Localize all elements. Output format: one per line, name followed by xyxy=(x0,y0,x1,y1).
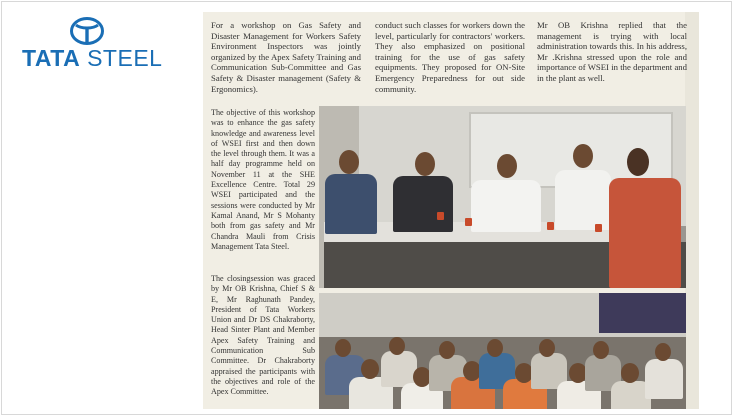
tea-cup xyxy=(465,218,472,226)
audience-photo xyxy=(319,293,686,409)
article-col1-intro: For a workshop on Gas Safety and Disaster Management for Workers Safety Environment Inspectors was jointly organized by the Apex Safety Training and Communication Sub-Committee and Gas Safety & Disaster management (Safety & Ergonomics). xyxy=(211,20,361,94)
article-col3-intro: Mr OB Krishna replied that the management is trying with local administration towards this. In his address, Mr .Krishna stressed upon the role and importance of WSEI in the department and in the plant as well. xyxy=(537,20,687,83)
tea-cup xyxy=(595,224,602,232)
clipping-edge xyxy=(685,12,699,409)
tata-steel-logo xyxy=(22,17,163,71)
article-col2-intro: conduct such classes for workers down the level, particularly for contractors' workers. They also emphasized on positional training for the use of gas safety equipments. They proposed for ON-Site Emergency Preparedness for out side community. xyxy=(375,20,525,94)
article-objective: The objective of this workshop was to enhance the gas safety knowledge and awareness level of WSEI first and then down the level through them. It was a half day programme held on November 11 at the SHE Excellence Centre. Total 29 WSEI participated and the sessions were conducted by Mr Kamal Anand, Mr S Mohanty both from gas safety and Mr Chandra Mauli from Crisis Management Tata Steel. xyxy=(211,108,315,251)
panel-discussion-photo xyxy=(319,106,686,288)
tea-cup xyxy=(547,222,554,230)
tea-cup xyxy=(437,212,444,220)
logo-brand: TATA xyxy=(22,45,81,71)
article-closing: The closingsession was graced by Mr OB Krishna, Chief S & E, Mr Raghunath Pandey, President of Tata Workers Union and Dr DS Chakraborty, Head Sinter Plant and Member Apex Safety Training and Communication Sub Committee. Dr Chakraborty appraised the participants with the objectives and role of the Apex Committee. xyxy=(211,274,315,397)
newspaper-clipping xyxy=(203,12,699,409)
logo-product: STEEL xyxy=(87,45,163,71)
tata-logo-icon xyxy=(70,17,104,45)
logo-wordmark xyxy=(22,45,163,72)
